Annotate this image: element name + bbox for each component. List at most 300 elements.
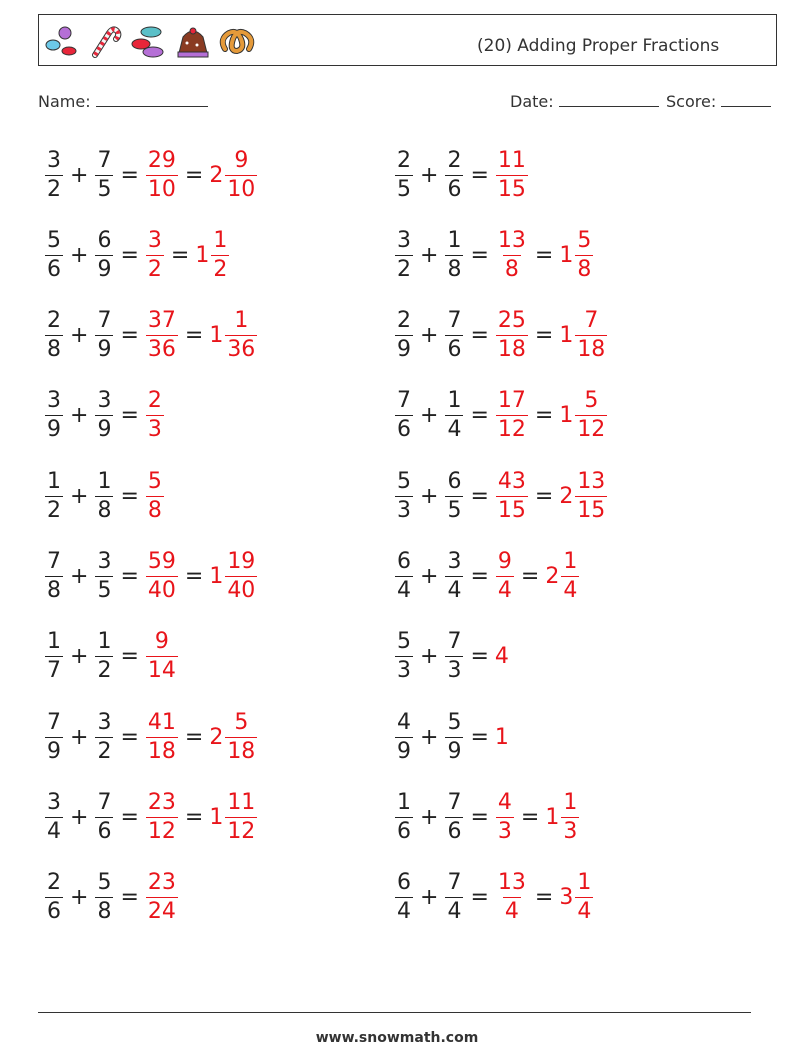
addend-fraction: [95, 468, 113, 523]
problem-10: [44, 863, 179, 933]
denominator: 12: [227, 818, 256, 844]
denominator: 3: [397, 658, 411, 684]
addend-fraction: [395, 872, 413, 923]
problem-8: [44, 702, 258, 772]
denominator: 18: [227, 738, 256, 764]
denominator: 8: [47, 578, 61, 603]
numerator: 3: [97, 388, 112, 414]
worksheet-title: (20) Adding Proper Fractions: [477, 36, 720, 56]
addend-fraction: [445, 227, 463, 282]
equals-sign: =: [470, 323, 489, 349]
addend-fraction: [445, 468, 463, 523]
denominator: 6: [47, 899, 61, 925]
equals-sign: =: [120, 804, 139, 830]
addend-fraction: [395, 709, 413, 764]
denominator: 8: [47, 337, 61, 363]
denominator: 2: [397, 256, 411, 282]
equals-sign: =: [120, 242, 139, 268]
numerator: 5: [147, 468, 162, 494]
footer-divider: [38, 1012, 751, 1013]
numerator: 59: [147, 549, 176, 574]
addend-fraction: [445, 310, 463, 361]
plus-sign: +: [420, 644, 439, 670]
mixed-fraction: [575, 310, 607, 361]
addend-fraction: [95, 310, 113, 361]
mixed-fraction: [561, 551, 579, 602]
equals-sign: =: [120, 885, 139, 911]
denominator: 4: [47, 818, 61, 844]
numerator: 1: [47, 468, 61, 494]
addend-fraction: [95, 390, 113, 441]
denominator: 40: [227, 578, 256, 603]
denominator: 9: [47, 738, 61, 764]
answer-whole: 1: [494, 724, 509, 750]
denominator: 8: [504, 256, 519, 282]
addend-fraction: [445, 147, 463, 202]
numerator: 5: [447, 709, 462, 735]
numerator: 9: [497, 549, 512, 574]
problem-13: [394, 301, 608, 371]
equals-sign: =: [470, 242, 489, 268]
plus-sign: +: [70, 885, 89, 911]
plus-sign: +: [420, 403, 439, 429]
equals-sign: =: [470, 804, 489, 830]
addend-fraction: [95, 551, 113, 602]
answer-fraction: [146, 551, 178, 602]
name-field: [38, 92, 208, 111]
mixed-fraction: [561, 789, 579, 844]
denominator: 4: [447, 899, 462, 925]
numerator: 7: [447, 789, 462, 815]
numerator: 7: [584, 308, 599, 334]
addend-fraction: [45, 872, 63, 923]
answer-fraction: [146, 709, 178, 764]
denominator: 4: [397, 899, 411, 925]
numerator: 37: [147, 308, 176, 334]
answer-fraction: [496, 468, 528, 523]
date-blank[interactable]: [559, 92, 659, 107]
denominator: 2: [97, 658, 112, 684]
equals-sign: =: [520, 804, 540, 830]
plus-sign: +: [420, 885, 439, 911]
numerator: 1: [97, 468, 112, 494]
candy-cane-icon: [87, 23, 123, 59]
numerator: 7: [47, 709, 61, 735]
denominator: 2: [47, 176, 61, 202]
equals-sign: =: [534, 483, 554, 509]
problem-15: [394, 461, 608, 531]
problem-18: [394, 702, 510, 772]
numerator: 9: [154, 629, 169, 655]
numerator: 3: [47, 789, 61, 815]
denominator: 15: [497, 176, 526, 202]
denominator: 9: [397, 337, 411, 363]
mixed-whole: 2: [209, 162, 224, 188]
numerator: 1: [577, 870, 592, 896]
plus-sign: +: [420, 724, 439, 750]
answer-fraction: [146, 631, 178, 682]
denominator: 40: [147, 578, 176, 603]
mixed-whole: 1: [559, 323, 574, 349]
numerator: 11: [227, 789, 256, 815]
addend-fraction: [95, 227, 113, 282]
denominator: 8: [97, 899, 112, 925]
numerator: 5: [47, 227, 61, 253]
addend-fraction: [395, 310, 413, 361]
numerator: 29: [147, 147, 176, 173]
numerator: 4: [497, 789, 512, 815]
numerator: 6: [397, 870, 411, 896]
answer-fraction: [146, 390, 164, 441]
equals-sign: =: [470, 885, 489, 911]
candy-icon: [43, 23, 79, 59]
numerator: 5: [577, 227, 592, 253]
denominator: 3: [497, 818, 512, 844]
score-field: [666, 92, 771, 111]
plus-sign: +: [70, 323, 89, 349]
addend-fraction: [45, 551, 63, 602]
addend-fraction: [395, 390, 413, 441]
numerator: 7: [447, 629, 462, 655]
numerator: 7: [97, 147, 112, 173]
numerator: 7: [447, 870, 462, 896]
numerator: 13: [497, 870, 526, 896]
addend-fraction: [395, 551, 413, 602]
numerator: 5: [397, 629, 411, 655]
numerator: 25: [497, 308, 526, 334]
mixed-whole: 1: [195, 242, 210, 268]
equals-sign: =: [184, 724, 204, 750]
denominator: 5: [97, 176, 112, 202]
worksheet-header: [38, 14, 777, 66]
equals-sign: =: [534, 242, 554, 268]
mixed-fraction: [225, 551, 257, 602]
numerator: 1: [97, 629, 112, 655]
equals-sign: =: [184, 564, 204, 589]
macaron-icon: [131, 23, 167, 59]
equals-sign: =: [470, 483, 489, 509]
answer-fraction: [496, 227, 528, 282]
denominator: 6: [447, 337, 462, 363]
equals-sign: =: [184, 804, 204, 830]
mixed-whole: 1: [209, 564, 224, 589]
answer-fraction: [146, 227, 164, 282]
numerator: 7: [447, 308, 462, 334]
denominator: 6: [447, 818, 462, 844]
denominator: 9: [97, 256, 112, 282]
addend-fraction: [95, 709, 113, 764]
denominator: 8: [97, 497, 112, 523]
denominator: 3: [397, 497, 411, 523]
mixed-fraction: [575, 468, 607, 523]
denominator: 15: [497, 497, 526, 523]
mixed-fraction: [225, 789, 257, 844]
denominator: 6: [397, 417, 411, 443]
mixed-whole: 2: [559, 483, 574, 509]
addend-fraction: [95, 631, 113, 682]
problem-17: [394, 622, 510, 692]
numerator: 23: [147, 789, 176, 815]
equals-sign: =: [534, 403, 554, 429]
numerator: 1: [447, 227, 462, 253]
mixed-fraction: [225, 310, 257, 361]
addend-fraction: [45, 227, 63, 282]
answer-fraction: [496, 551, 514, 602]
problem-19: [394, 782, 580, 852]
numerator: 7: [397, 388, 411, 414]
denominator: 18: [497, 337, 526, 363]
plus-sign: +: [70, 162, 89, 188]
date-field: [510, 92, 659, 111]
numerator: 2: [447, 147, 462, 173]
numerator: 2: [47, 870, 61, 896]
numerator: 7: [97, 308, 112, 334]
plus-sign: +: [70, 483, 89, 509]
addend-fraction: [95, 147, 113, 202]
equals-sign: =: [534, 885, 554, 911]
problem-3: [44, 301, 258, 371]
denominator: 4: [497, 578, 512, 603]
equals-sign: =: [120, 724, 139, 750]
numerator: 43: [497, 468, 526, 494]
mixed-fraction: [575, 872, 593, 923]
numerator: 5: [234, 709, 249, 735]
answer-fraction: [496, 390, 528, 441]
numerator: 4: [397, 709, 411, 735]
plus-sign: +: [420, 564, 439, 589]
equals-sign: =: [470, 162, 489, 188]
denominator: 5: [97, 578, 112, 603]
addend-fraction: [445, 709, 463, 764]
numerator: 1: [563, 789, 578, 815]
denominator: 4: [397, 578, 411, 603]
answer-fraction: [146, 310, 178, 361]
denominator: 4: [447, 578, 462, 603]
numerator: 3: [97, 709, 112, 735]
numerator: 1: [447, 388, 462, 414]
problem-16: [394, 542, 580, 612]
answer-fraction: [146, 147, 178, 202]
denominator: 8: [147, 497, 162, 523]
denominator: 10: [147, 176, 176, 202]
numerator: 3: [47, 388, 61, 414]
denominator: 8: [447, 256, 462, 282]
denominator: 2: [97, 738, 112, 764]
answer-fraction: [146, 789, 178, 844]
numerator: 13: [497, 227, 526, 253]
cake-icon: [175, 23, 211, 59]
mixed-whole: 1: [209, 323, 224, 349]
denominator: 18: [147, 738, 176, 764]
denominator: 6: [47, 256, 61, 282]
numerator: 19: [227, 549, 256, 574]
mixed-fraction: [575, 390, 607, 441]
answer-fraction: [146, 872, 178, 923]
mixed-fraction: [225, 709, 257, 764]
footer-url: www.snowmath.com: [315, 1030, 479, 1046]
equals-sign: =: [470, 644, 489, 670]
plus-sign: +: [420, 804, 439, 830]
plus-sign: +: [70, 403, 89, 429]
addend-fraction: [45, 789, 63, 844]
equals-sign: =: [470, 724, 489, 750]
denominator: 6: [397, 818, 411, 844]
header-icons: [43, 23, 255, 59]
numerator: 5: [397, 468, 411, 494]
plus-sign: +: [70, 724, 89, 750]
mixed-whole: 2: [545, 564, 560, 589]
problem-5: [44, 461, 165, 531]
addend-fraction: [395, 227, 413, 282]
pretzel-icon: [219, 23, 255, 59]
numerator: 2: [47, 308, 61, 334]
denominator: 3: [447, 658, 462, 684]
numerator: 13: [577, 468, 606, 494]
numerator: 2: [397, 147, 411, 173]
addend-fraction: [395, 789, 413, 844]
denominator: 2: [147, 256, 162, 282]
numerator: 5: [584, 388, 599, 414]
equals-sign: =: [120, 403, 139, 429]
denominator: 12: [577, 417, 606, 443]
denominator: 8: [577, 256, 592, 282]
numerator: 3: [397, 227, 411, 253]
denominator: 4: [447, 417, 462, 443]
name-label: Name:: [38, 92, 91, 111]
denominator: 9: [97, 417, 112, 443]
denominator: 2: [47, 497, 61, 523]
score-blank[interactable]: [721, 92, 771, 107]
numerator: 7: [47, 549, 61, 574]
denominator: 4: [577, 899, 592, 925]
numerator: 17: [497, 388, 526, 414]
numerator: 3: [147, 227, 162, 253]
plus-sign: +: [70, 644, 89, 670]
problem-6: [44, 542, 258, 612]
denominator: 5: [447, 497, 462, 523]
mixed-whole: 3: [559, 885, 574, 911]
addend-fraction: [45, 468, 63, 523]
mixed-whole: 1: [545, 804, 560, 830]
problem-4: [44, 381, 165, 451]
score-label: Score:: [666, 92, 717, 111]
equals-sign: =: [470, 564, 489, 589]
addend-fraction: [445, 551, 463, 602]
denominator: 7: [47, 658, 61, 684]
numerator: 7: [97, 789, 112, 815]
answer-fraction: [496, 310, 528, 361]
numerator: 5: [97, 870, 112, 896]
denominator: 12: [147, 818, 176, 844]
numerator: 6: [397, 549, 411, 574]
mixed-fraction: [225, 147, 257, 202]
plus-sign: +: [70, 564, 89, 589]
denominator: 24: [147, 899, 176, 925]
equals-sign: =: [534, 323, 554, 349]
plus-sign: +: [420, 323, 439, 349]
numerator: 9: [234, 147, 249, 173]
numerator: 2: [397, 308, 411, 334]
denominator: 3: [147, 417, 162, 443]
answer-fraction: [496, 872, 528, 923]
problem-11: [394, 140, 529, 210]
denominator: 4: [504, 899, 519, 925]
numerator: 2: [147, 388, 162, 414]
plus-sign: +: [70, 242, 89, 268]
addend-fraction: [45, 147, 63, 202]
answer-fraction: [496, 789, 514, 844]
denominator: 15: [577, 497, 606, 523]
numerator: 1: [397, 789, 411, 815]
plus-sign: +: [420, 242, 439, 268]
problem-7: [44, 622, 179, 692]
equals-sign: =: [120, 483, 139, 509]
equals-sign: =: [120, 564, 139, 589]
denominator: 6: [97, 818, 112, 844]
plus-sign: +: [420, 483, 439, 509]
equals-sign: =: [470, 403, 489, 429]
mixed-whole: 1: [209, 804, 224, 830]
denominator: 18: [577, 337, 606, 363]
date-label: Date:: [510, 92, 554, 111]
equals-sign: =: [120, 323, 139, 349]
problem-20: [394, 863, 594, 933]
addend-fraction: [45, 310, 63, 361]
equals-sign: =: [184, 162, 204, 188]
equals-sign: =: [120, 162, 139, 188]
addend-fraction: [45, 709, 63, 764]
numerator: 11: [497, 147, 526, 173]
addend-fraction: [45, 631, 63, 682]
denominator: 4: [563, 578, 578, 603]
numerator: 3: [47, 147, 61, 173]
denominator: 10: [227, 176, 256, 202]
answer-fraction: [496, 147, 528, 202]
denominator: 9: [397, 738, 411, 764]
denominator: 36: [227, 337, 256, 363]
addend-fraction: [395, 631, 413, 682]
denominator: 9: [47, 417, 61, 443]
addend-fraction: [95, 872, 113, 923]
plus-sign: +: [420, 162, 439, 188]
numerator: 3: [447, 549, 462, 574]
denominator: 5: [397, 176, 411, 202]
equals-sign: =: [520, 564, 540, 589]
numerator: 1: [47, 629, 61, 655]
mixed-fraction: [575, 227, 593, 282]
equals-sign: =: [184, 323, 204, 349]
addend-fraction: [395, 147, 413, 202]
numerator: 6: [97, 227, 112, 253]
name-blank[interactable]: [96, 92, 208, 107]
problem-14: [394, 381, 608, 451]
problem-1: [44, 140, 258, 210]
denominator: 2: [213, 256, 228, 282]
answer-fraction: [146, 468, 164, 523]
plus-sign: +: [70, 804, 89, 830]
denominator: 3: [563, 818, 578, 844]
mixed-fraction: [211, 227, 229, 282]
denominator: 36: [147, 337, 176, 363]
denominator: 6: [447, 176, 462, 202]
denominator: 9: [447, 738, 462, 764]
numerator: 3: [97, 549, 112, 574]
answer-whole: 4: [494, 644, 509, 670]
addend-fraction: [445, 789, 463, 844]
denominator: 9: [97, 337, 112, 363]
denominator: 12: [497, 417, 526, 443]
problem-2: [44, 220, 230, 290]
